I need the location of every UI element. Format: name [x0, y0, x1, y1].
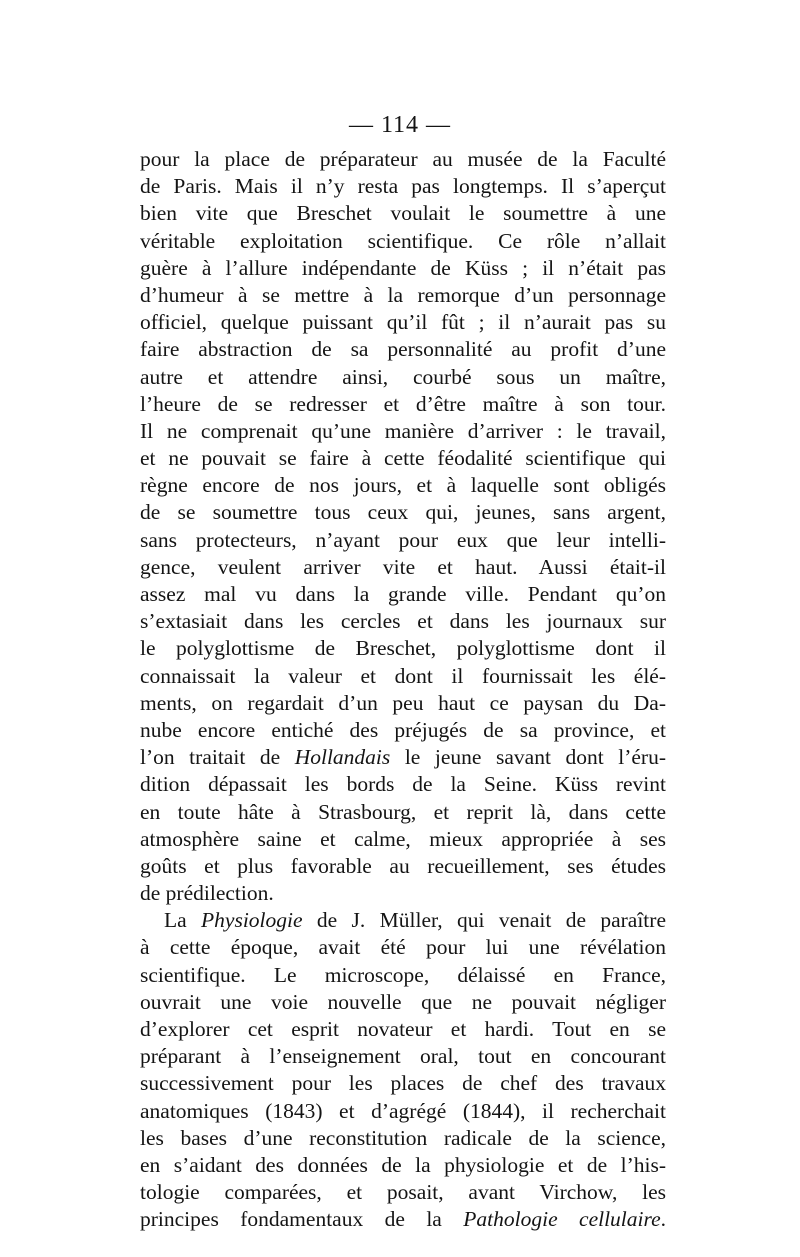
text-line: anatomiques (1843) et d’agrégé (1844), il recherchait: [140, 1098, 666, 1123]
italic-title: Hollandais: [294, 745, 391, 770]
text-line: en s’aidant des données de la physiologie et de l’his-: [140, 1152, 666, 1177]
text-line: officiel, quelque puissant qu’il fût ; il n’aurait pas su: [140, 310, 666, 335]
text-segment: .: [660, 1207, 666, 1232]
text-line: pour la place de préparateur au musée de la Faculté: [140, 147, 666, 171]
page-number: — 114 —: [348, 112, 452, 138]
text-line: ments, on regardait d’un peu haut ce paysan du Da-: [140, 690, 666, 715]
text-line: les bases d’une reconstitution radicale de la science,: [140, 1125, 666, 1150]
text-segment: La: [164, 908, 202, 933]
text-line: faire abstraction de sa personnalité au profit d’une: [140, 337, 666, 362]
text-line: gence, veulent arriver vite et haut. Aussi était-il: [140, 554, 666, 579]
text-line: l’heure de se redresser et d’être maître à son tour.: [140, 391, 666, 416]
text-line: d’humeur à se mettre à la remorque d’un personnage: [140, 282, 666, 307]
text-line: règne encore de nos jours, et à laquelle sont obligés: [140, 473, 666, 498]
text-line: [140, 1206, 666, 1233]
text-segment: de J. Müller, qui venait de paraître: [302, 908, 666, 933]
text-line: en toute hâte à Strasbourg, et reprit là, dans cette: [140, 799, 666, 824]
italic-title: Pathologie cellulaire: [463, 1207, 661, 1232]
text-line: guère à l’allure indépendante de Küss ; il n’était pas: [140, 255, 666, 280]
text-line: Il ne comprenait qu’une manière d’arriver : le travail,: [140, 418, 666, 443]
text-line: tologie comparées, et posait, avant Virchow, les: [140, 1180, 666, 1205]
text-line: de Paris. Mais il n’y resta pas longtemps. Il s’aperçut: [140, 174, 666, 199]
text-line: assez mal vu dans la grande ville. Pendant qu’on: [140, 582, 666, 606]
text-line: préparant à l’enseignement oral, tout en concourant: [140, 1044, 666, 1069]
text-line: connaissait la valeur et dont il fournissait les élé-: [140, 663, 666, 688]
text-line: autre et attendre ainsi, courbé sous un maître,: [140, 364, 666, 389]
text-line: ouvrait une voie nouvelle que ne pouvait négliger: [140, 989, 666, 1014]
text-line: successivement pour les places de chef des travaux: [140, 1071, 666, 1096]
text-line: sans protecteurs, n’ayant pour eux que leur intelli-: [140, 527, 666, 552]
text-segment: l’on traitait de: [140, 745, 295, 770]
text-line: [140, 907, 666, 934]
text-line: s’extasiait dans les cercles et dans les journaux sur: [140, 609, 666, 634]
text-line: nube encore entiché des préjugés de sa province, et: [140, 717, 666, 742]
italic-title: Physiologie: [201, 908, 303, 933]
text-line: et ne pouvait se faire à cette féodalité scientifique qui: [140, 446, 666, 471]
text-line: le polyglottisme de Breschet, polyglottisme dont il: [140, 636, 666, 661]
text-line: goûts et plus favorable au recueillement, ses études: [140, 853, 666, 878]
text-line: atmosphère saine et calme, mieux appropriée à ses: [140, 826, 666, 851]
text-line: [140, 744, 666, 771]
text-line: de se soumettre tous ceux qui, jeunes, sans argent,: [140, 500, 666, 525]
text-line: véritable exploitation scientifique. Ce rôle n’allait: [140, 228, 666, 253]
text-segment: le jeune savant dont l’éru-: [390, 745, 666, 770]
body-text: [140, 146, 666, 1234]
text-line: dition dépassait les bords de la Seine. Küss revint: [140, 772, 666, 797]
text-segment: principes fondamentaux de la: [140, 1207, 464, 1232]
text-line: scientifique. Le microscope, délaissé en France,: [140, 962, 666, 987]
text-line: à cette époque, avait été pour lui une révélation: [140, 935, 666, 960]
text-line: d’explorer cet esprit novateur et hardi. Tout en se: [140, 1017, 666, 1041]
text-line: de prédilection.: [140, 881, 274, 906]
text-line: bien vite que Breschet voulait le soumettre à une: [140, 201, 666, 226]
